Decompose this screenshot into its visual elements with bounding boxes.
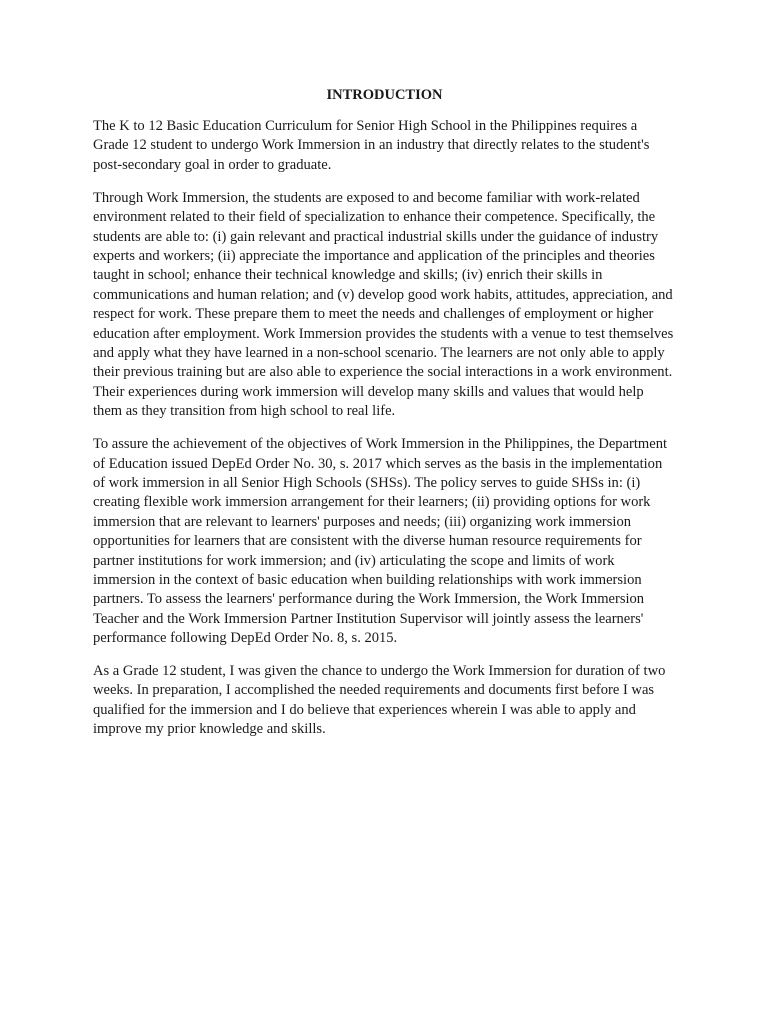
paragraph-1: The K to 12 Basic Education Curriculum for Senior High School in the Philippines requires a Grade 12 student to undergo Work Immersion in an industry that directly relates to the student's post-secondary goal in order to graduate. — [93, 118, 650, 173]
paragraph-3: To assure the achievement of the objectives of Work Immersion in the Philippines, the Department of Education issued DepEd Order No. 30, s. 2017 which serves as the basis in the implementation of work immersion in all Senior High Schools (SHSs). The policy serves to guide SHSs in: (i) creating flexible work immersion arrangement for their learners; (ii) providing options for work immersion that are relevant to learners' purposes and needs; (iii) organizing work immersion opportunities for learners that are consistent with the diverse human resource requirements for partner institutions for work immersion; and (iv) articulating the scope and limits of work immersion in the context of basic education when building relationships with work immersion partners. To assess the learners' performance during the Work Immersion, the Work Immersion Teacher and the Work Immersion Partner Institution Supervisor will jointly assess the learners' performance following DepEd Order No. 8, s. 2015. — [93, 436, 668, 647]
document-body — [93, 86, 676, 753]
paragraph-2: Through Work Immersion, the students are exposed to and become familiar with work-related environment related to their field of specialization to enhance their competence. Specifically, the students are able to: (i) gain relevant and practical industrial skills under the guidance of industry experts and workers; (ii) appreciate the importance and application of the principles and theories taught in school; enhance their technical knowledge and skills; (iv) enrich their skills in communications and human relation; and (v) develop good work habits, attitudes, appreciation, and respect for work. These prepare them to meet the needs and challenges of employment or higher education after employment. Work Immersion provides the students with a venue to test themselves and apply what they have learned in a non-school scenario. The learners are not only able to apply their previous training but are also able to experience the social interactions in a work environment. Their experiences during work immersion will develop many skills and values that would help them as they transition from high school to real life. — [93, 189, 674, 420]
paragraph-4: As a Grade 12 student, I was given the chance to undergo the Work Immersion for duration of two weeks. In preparation, I accomplished the needed requirements and documents first before I was qualified for the immersion and I do believe that experiences wherein I was able to apply and improve my prior knowledge and skills. — [93, 663, 666, 738]
document-heading: INTRODUCTION — [326, 87, 443, 103]
